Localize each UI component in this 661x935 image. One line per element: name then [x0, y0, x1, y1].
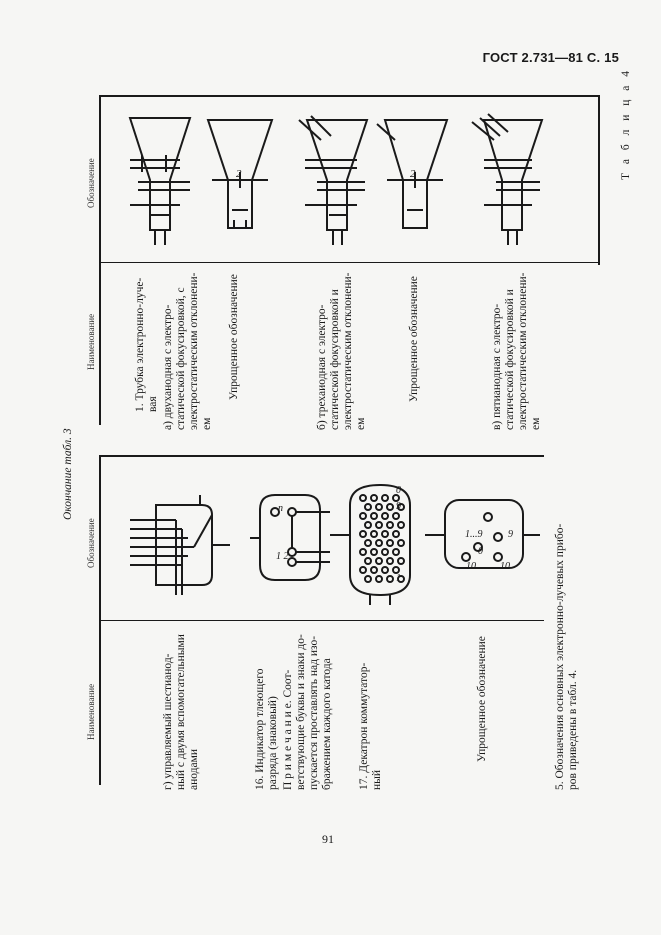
- dekatron-cathode-dot: [393, 549, 399, 555]
- dekatron-cathode-dot: [398, 558, 404, 564]
- dekatron-cathode-dot: [365, 540, 371, 546]
- dekatron-cathode-dot: [387, 522, 393, 528]
- table4-caption: Т а б л и ц а 4: [620, 67, 632, 180]
- dekatron-simple-label-e: 0: [478, 546, 483, 557]
- indicator-label-n: n: [278, 503, 283, 514]
- dekatron-cathode-dot: [382, 549, 388, 555]
- page-number: 91: [322, 832, 334, 846]
- dekatron-cathode-dot: [382, 531, 388, 537]
- dekatron-cathode-dot: [393, 531, 399, 537]
- dekatron-cathode-dot: [393, 513, 399, 519]
- dekatron-cathode-dot: [376, 522, 382, 528]
- dekatron-cathode-dot: [365, 576, 371, 582]
- dekatron-simple-label-d: 10: [500, 561, 510, 572]
- dekatron-cathode-dot: [376, 558, 382, 564]
- dekatron-cathode-dot: [387, 540, 393, 546]
- dekatron-cathode-dot: [371, 567, 377, 573]
- dekatron-cathode-dot: [365, 522, 371, 528]
- table3-caption: Окончание табл. 3: [62, 428, 74, 520]
- table3-row-16: 16. Индикатор тлеющего разряда (знаковый): [254, 668, 279, 790]
- table4-divider-header: [99, 95, 599, 97]
- table4-divider-columns: [99, 262, 599, 263]
- dekatron-cathode-dot: [360, 567, 366, 573]
- dekatron-cathode-dot: [371, 531, 377, 537]
- dekatron-cathode-dot: [382, 513, 388, 519]
- table4-top-border: [99, 95, 101, 425]
- dekatron-cathode-dot: [360, 495, 366, 501]
- crt-two-anode-symbol: [120, 110, 200, 260]
- document-header: ГОСТ 2.731—81 С. 15: [482, 50, 619, 65]
- crt-three-anode-label: 2: [410, 168, 416, 180]
- table4-right-border: [598, 95, 600, 265]
- dekatron-cathode-dot: [360, 531, 366, 537]
- table4-row-1: 1. Трубка электронно-луче- вая: [134, 277, 159, 412]
- dekatron-cathode-dot: [371, 513, 377, 519]
- crt-five-anode-symbol: [470, 110, 550, 260]
- dekatron-cathode-dot: [387, 576, 393, 582]
- dekatron-label-9: 9: [396, 501, 401, 512]
- glow-indicator-symbol: [250, 490, 330, 580]
- dekatron-simplified-symbol: [440, 495, 530, 575]
- table3-col-symbol: Обозначение: [86, 518, 96, 568]
- dekatron-simple-label-c: 10: [466, 561, 476, 572]
- table4-row-1b-simple: Упрощенное обозначение: [408, 276, 420, 402]
- table3-divider-header: [99, 455, 544, 457]
- table4-col-symbol: Обозначение: [86, 158, 96, 208]
- table3-col-name: Наименование: [86, 683, 96, 740]
- crt-three-anode-symbol: [295, 110, 375, 260]
- dekatron-cathode-dot: [371, 549, 377, 555]
- table4-row-1a: а) двуханодная с электро- статической фокусировкой, с электростатическим отклонени- ем: [162, 272, 213, 430]
- dekatron-cathode-dot: [387, 504, 393, 510]
- table3-row-note: П р и м е ч а н и е. Соот- ветствующие буквы и знаки до- пускается проставлять над изо- бражением каждого катода: [282, 634, 333, 790]
- dekatron-cathode-dot: [382, 495, 388, 501]
- table3-row-17: 17. Декатрон коммутатор- ный: [358, 662, 383, 790]
- dekatron-label-0: 0: [396, 485, 401, 496]
- dekatron-cathode-dot: [376, 504, 382, 510]
- dekatron-cathode-dot: [382, 567, 388, 573]
- dekatron-cathode-dot: [398, 522, 404, 528]
- dekatron-cathode-dot: [371, 495, 377, 501]
- dekatron-symbol: [345, 480, 415, 600]
- table3-row-g: г) управляемый шестианод- ный с двумя вспомогательными анодами: [162, 634, 200, 790]
- dekatron-cathode-dot: [365, 558, 371, 564]
- table4-row-1b: б) трехаиодная с электро- статической фокусировкой и электростатическим отклонени- ем: [316, 272, 367, 430]
- dekatron-cathode-dot: [376, 540, 382, 546]
- indicator-label-12: 1 2: [276, 551, 289, 562]
- table3-row-simple: Упрощенное обозначение: [476, 636, 488, 762]
- dekatron-cathode-dot: [360, 549, 366, 555]
- dekatron-cathode-dot: [387, 558, 393, 564]
- note-5: 5. Обозначения основных электронно-лучевых прибо- ров приведены в табл. 4.: [554, 523, 579, 790]
- crt-two-anode-label: 2: [236, 168, 242, 180]
- table4-row-1a-simple: Упрощенное обозначение: [228, 274, 240, 400]
- dekatron-simple-label-b: 9: [508, 529, 513, 540]
- six-anode-tube-symbol: [130, 495, 220, 605]
- dekatron-simple-label-a: 1...9: [465, 529, 483, 540]
- dekatron-label-1: 1: [396, 573, 401, 584]
- dekatron-cathode-dot: [376, 576, 382, 582]
- dekatron-cathode-dot: [360, 513, 366, 519]
- table4-col-name: Наименование: [86, 313, 96, 370]
- dekatron-cathode-dot: [398, 540, 404, 546]
- table4-row-1c: в) пятианодная с электро- статической фокусировкой и электростатическим отклонени- ем: [491, 272, 542, 430]
- table3-divider-columns: [99, 620, 544, 621]
- dekatron-cathode-dot: [365, 504, 371, 510]
